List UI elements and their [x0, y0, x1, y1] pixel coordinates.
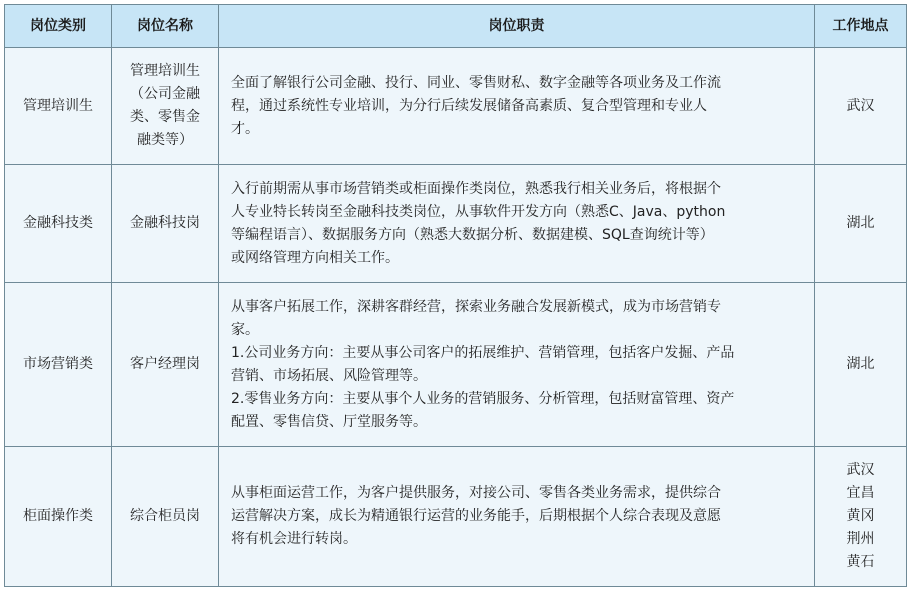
location-cell	[815, 447, 907, 587]
location-line: 黄石	[846, 554, 875, 570]
job-name-line: 管理培训生	[130, 63, 200, 79]
job-name-line: 综合柜员岗	[130, 508, 200, 524]
job-name-cell	[112, 283, 219, 447]
duty-line: 2.零售业务方向：主要从事个人业务的营销服务、分析管理，包括财富管理、资产	[231, 390, 735, 407]
duty-line: 配置、零售信贷、厅堂服务等。	[231, 413, 427, 430]
job-name-cell	[112, 165, 219, 283]
location-line: 荆州	[846, 531, 875, 547]
location-line: 湖北	[846, 215, 875, 231]
duty-line: 人专业特长转岗至金融科技类岗位，从事软件开发方向（熟悉C、Java、python	[231, 203, 726, 220]
location-line: 武汉	[846, 97, 875, 114]
duties-cell	[219, 283, 815, 447]
location-line: 宜昌	[846, 485, 875, 501]
header-location: 工作地点	[815, 5, 907, 48]
duty-line: 1.公司业务方向：主要从事公司客户的拓展维护、营销管理，包括客户发掘、产品	[231, 344, 735, 361]
job-name-line: 客户经理岗	[130, 356, 200, 372]
table-row	[5, 283, 907, 447]
location-line: 湖北	[846, 356, 875, 372]
duty-line: 程，通过系统性专业培训，为分行后续发展储备高素质、复合型管理和专业人	[231, 97, 707, 114]
category-cell: 柜面操作类	[5, 447, 112, 587]
location-cell	[815, 165, 907, 283]
job-name-line: 类、零售金	[130, 109, 200, 125]
job-name-line: 融类等）	[137, 132, 193, 148]
duty-line: 才。	[231, 120, 259, 137]
category-cell: 市场营销类	[5, 283, 112, 447]
duty-line: 营销、市场拓展、风险管理等。	[231, 367, 427, 384]
table-row	[5, 48, 907, 165]
category-cell: 金融科技类	[5, 165, 112, 283]
header-job-name: 岗位名称	[112, 5, 219, 48]
table-row	[5, 447, 907, 587]
duty-line: 入行前期需从事市场营销类或柜面操作类岗位，熟悉我行相关业务后，将根据个	[231, 180, 721, 197]
location-cell	[815, 48, 907, 165]
table-row	[5, 165, 907, 283]
duties-cell	[219, 48, 815, 165]
job-name-cell	[112, 447, 219, 587]
job-name-cell	[112, 48, 219, 165]
location-line: 武汉	[846, 462, 875, 478]
duty-line: 从事客户拓展工作，深耕客群经营，探索业务融合发展新模式，成为市场营销专	[231, 298, 721, 315]
category-cell: 管理培训生	[5, 48, 112, 165]
header-category: 岗位类别	[5, 5, 112, 48]
job-name-line: （公司金融	[130, 86, 200, 102]
job-name-line: 金融科技岗	[130, 215, 200, 231]
header-row	[5, 5, 907, 48]
duty-line: 运营解决方案，成长为精通银行运营的业务能手，后期根据个人综合表现及意愿	[231, 508, 721, 524]
duty-line: 家。	[231, 321, 259, 338]
duty-line: 或网络管理方向相关工作。	[231, 249, 399, 266]
location-line: 黄冈	[846, 508, 875, 524]
job-table	[4, 4, 907, 587]
location-cell	[815, 283, 907, 447]
duty-line: 等编程语言）、数据服务方向（熟悉大数据分析、数据建模、SQL查询统计等）	[231, 226, 714, 243]
duties-cell	[219, 447, 815, 587]
duty-line: 从事柜面运营工作，为客户提供服务，对接公司、零售各类业务需求，提供综合	[231, 485, 721, 501]
duty-line: 全面了解银行公司金融、投行、同业、零售财私、数字金融等各项业务及工作流	[231, 74, 721, 91]
duty-line: 将有机会进行转岗。	[231, 531, 357, 547]
duties-cell	[219, 165, 815, 283]
header-duties: 岗位职责	[219, 5, 815, 48]
